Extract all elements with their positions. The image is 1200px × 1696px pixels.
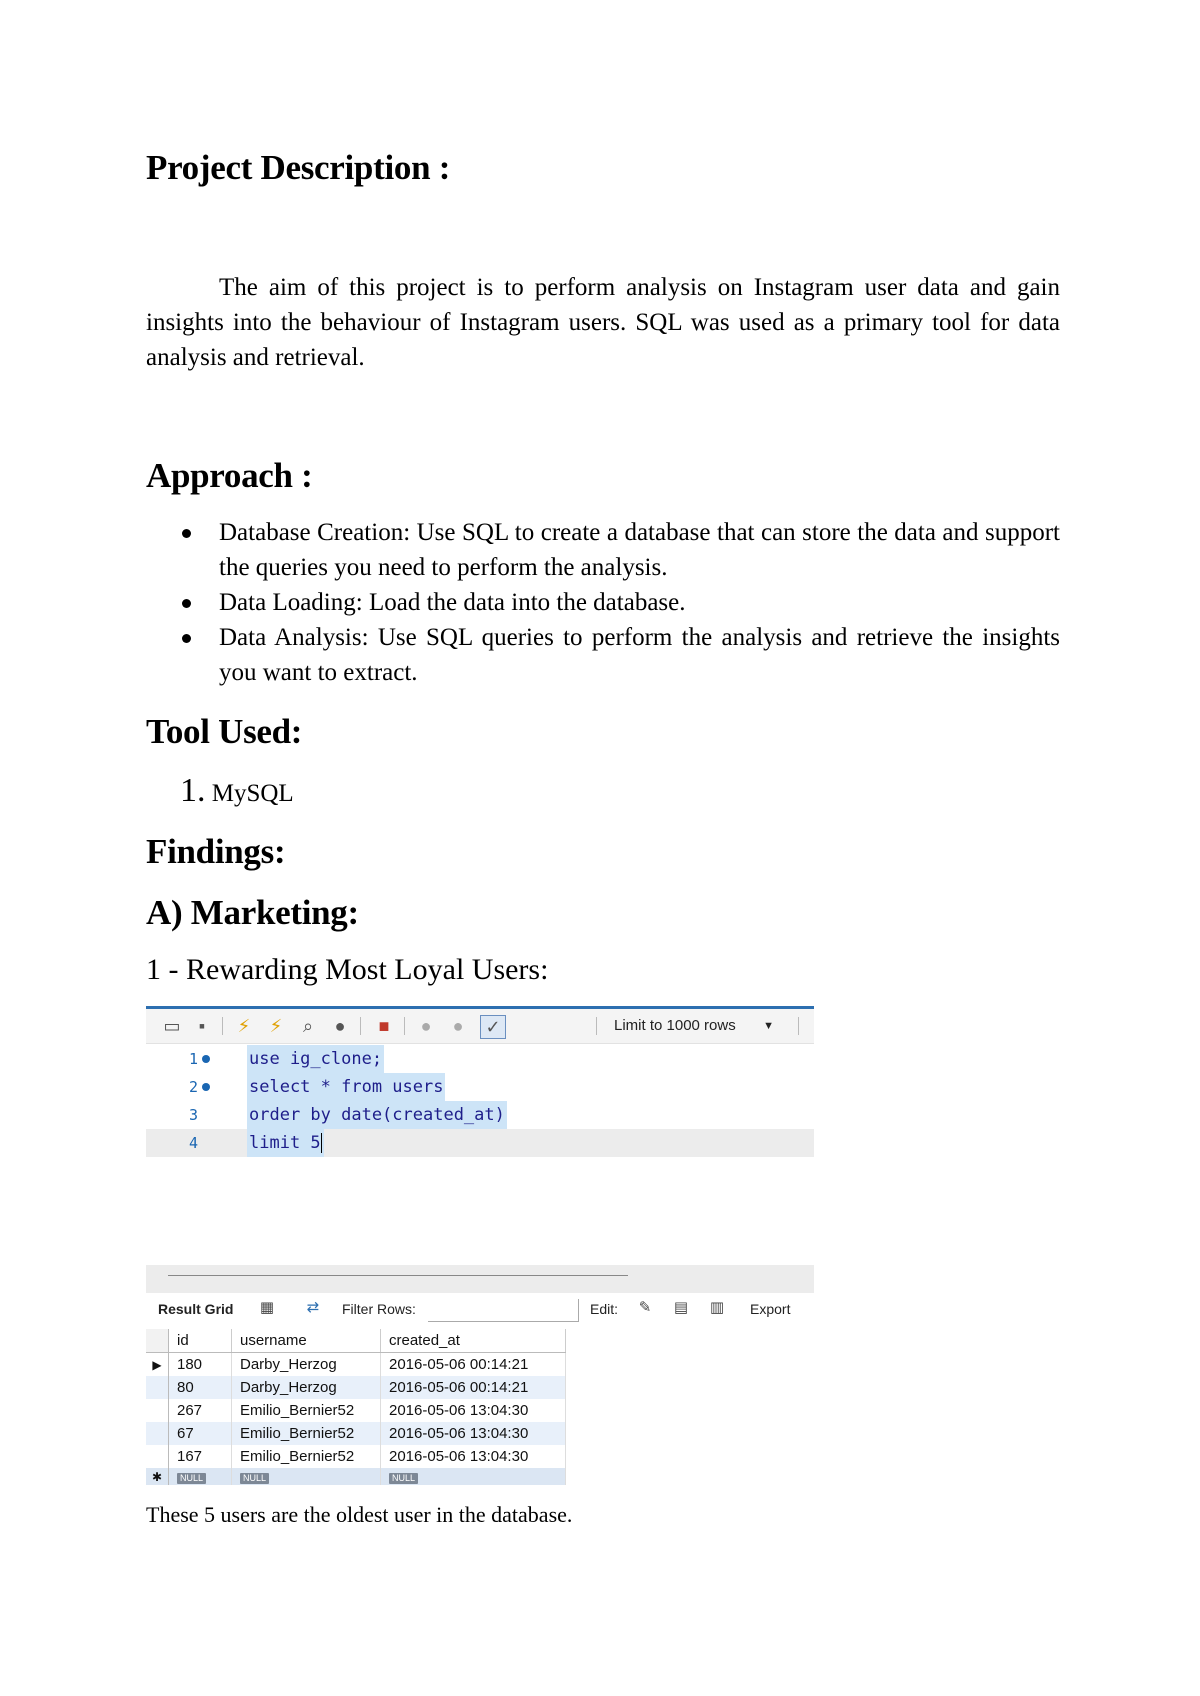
cell-created-at[interactable]: 2016-05-06 13:04:30 [381, 1422, 566, 1445]
bullet-icon [182, 634, 191, 643]
cell-username[interactable]: Darby_Herzog [232, 1353, 381, 1377]
list-item [146, 515, 1060, 585]
line-number: 4 [188, 1134, 198, 1152]
edit-label: Edit: [590, 1301, 619, 1317]
chevron-down-icon: ▼ [763, 1020, 774, 1032]
table-row[interactable] [146, 1445, 566, 1468]
column-header-id[interactable]: id [169, 1329, 232, 1353]
divider [168, 1275, 628, 1276]
code-text: limit 5 [249, 1133, 321, 1153]
cell-username[interactable] [232, 1468, 381, 1485]
cell-id[interactable]: 67 [169, 1422, 232, 1445]
heading-approach: Approach : [146, 456, 313, 495]
row-marker [146, 1445, 169, 1468]
list-number: 1. [180, 772, 206, 809]
row-marker [146, 1399, 169, 1422]
toolbar-separator [798, 1017, 799, 1035]
column-header-username[interactable]: username [232, 1329, 381, 1353]
result-grid-screenshot [146, 1265, 814, 1485]
filter-rows-label: Filter Rows: [342, 1301, 416, 1317]
code-text: use ig_clone; [247, 1045, 384, 1073]
cell-created-at[interactable]: 2016-05-06 13:04:30 [381, 1445, 566, 1468]
result-grid-tab[interactable]: Result Grid [158, 1301, 234, 1317]
list-item-text: Data Analysis: Use SQL queries to perform the analysis and retrieve the insights you want to extract. [219, 624, 1060, 686]
line-number: 3 [188, 1106, 198, 1124]
cell-created-at[interactable] [381, 1468, 566, 1485]
save-icon[interactable]: ▪ [198, 1015, 206, 1036]
error-toggle-icon[interactable]: ■ [378, 1015, 390, 1036]
form-view-icon[interactable]: ▦ [259, 1299, 275, 1316]
result-table [146, 1329, 566, 1485]
tool-name: MySQL [211, 780, 294, 807]
statement-marker-icon [202, 1055, 210, 1063]
refresh-icon[interactable]: ⇄ [306, 1299, 320, 1316]
list-item [146, 620, 1060, 690]
autocommit-icon[interactable]: ✓ [480, 1015, 506, 1039]
tool-list-item [180, 772, 294, 810]
toolbar-separator [404, 1017, 405, 1035]
null-badge: NULL [177, 1473, 206, 1484]
text-cursor [321, 1133, 322, 1153]
open-folder-icon[interactable]: ▭ [163, 1015, 181, 1036]
filter-rows-input[interactable] [428, 1299, 579, 1322]
cell-id[interactable]: 80 [169, 1376, 232, 1399]
line-number: 1 [188, 1050, 198, 1068]
line-number: 2 [188, 1078, 198, 1096]
null-badge: NULL [389, 1473, 418, 1484]
subheading-loyal-users: 1 - Rewarding Most Loyal Users: [146, 953, 549, 986]
cell-username[interactable]: Emilio_Bernier52 [232, 1399, 381, 1422]
cell-id[interactable]: 267 [169, 1399, 232, 1422]
rollback-icon[interactable]: ● [452, 1015, 464, 1036]
limit-rows-label: Limit to 1000 rows [614, 1017, 736, 1034]
statement-marker-icon [202, 1083, 210, 1091]
cell-created-at[interactable]: 2016-05-06 13:04:30 [381, 1399, 566, 1422]
row-marker [146, 1422, 169, 1445]
limit-rows-select[interactable] [606, 1014, 786, 1038]
export-button[interactable]: Export [750, 1301, 791, 1317]
heading-findings: Findings: [146, 832, 286, 871]
stop-icon[interactable]: ● [334, 1015, 346, 1036]
code-text: order by date(created_at) [247, 1101, 507, 1129]
table-row[interactable] [146, 1422, 566, 1445]
add-row-icon[interactable]: ▤ [673, 1299, 689, 1316]
cell-id[interactable]: 180 [169, 1353, 232, 1377]
null-badge: NULL [240, 1473, 269, 1484]
approach-list [146, 515, 1060, 690]
list-item-text: Database Creation: Use SQL to create a database that can store the data and support the queries you need to perform the analysis. [219, 519, 1060, 581]
table-row[interactable] [146, 1353, 566, 1377]
cell-created-at[interactable]: 2016-05-06 00:14:21 [381, 1376, 566, 1399]
current-row-icon: ▶ [146, 1353, 169, 1377]
code-line-current [146, 1129, 814, 1157]
splitter-bar[interactable] [146, 1265, 814, 1293]
table-row[interactable] [146, 1399, 566, 1422]
code-line [146, 1073, 814, 1101]
column-header-created-at[interactable]: created_at [381, 1329, 566, 1353]
cell-id[interactable] [169, 1468, 232, 1485]
result-caption: These 5 users are the oldest user in the database. [146, 1502, 573, 1527]
commit-icon[interactable]: ● [420, 1015, 432, 1036]
heading-marketing: A) Marketing: [146, 893, 359, 932]
row-marker [146, 1376, 169, 1399]
toolbar-separator [222, 1017, 223, 1035]
code-line [146, 1045, 814, 1073]
cell-username[interactable]: Darby_Herzog [232, 1376, 381, 1399]
description-paragraph: The aim of this project is to perform analysis on Instagram user data and gain insights into the behaviour of Instagram users. SQL was used as a primary tool for data analysis and retrieval. [146, 274, 1060, 371]
bullet-icon [182, 599, 191, 608]
cell-username[interactable]: Emilio_Bernier52 [232, 1422, 381, 1445]
heading-tool-used: Tool Used: [146, 712, 303, 751]
code-line [146, 1101, 814, 1129]
execute-icon[interactable]: ⚡ [237, 1015, 251, 1036]
list-item [146, 585, 1060, 620]
editor-toolbar [146, 1009, 814, 1044]
edit-row-icon[interactable]: ✎ [638, 1299, 652, 1316]
toolbar-separator [360, 1017, 361, 1035]
table-row[interactable] [146, 1376, 566, 1399]
sql-editor-screenshot [146, 1006, 814, 1161]
heading-project-description: Project Description : [146, 148, 451, 187]
code-text-with-cursor [247, 1129, 324, 1157]
new-row-icon: ✱ [146, 1468, 169, 1485]
code-text: select * from users [247, 1073, 445, 1101]
result-toolbar [146, 1293, 814, 1327]
code-area[interactable] [146, 1043, 814, 1161]
list-item-text: Data Loading: Load the data into the database. [219, 589, 686, 616]
delete-row-icon[interactable]: ▥ [709, 1299, 725, 1316]
new-row[interactable] [146, 1468, 566, 1485]
cell-username[interactable]: Emilio_Bernier52 [232, 1445, 381, 1468]
execute-current-icon[interactable]: ⚡ [269, 1015, 283, 1036]
toolbar-separator [596, 1017, 597, 1035]
cell-id[interactable]: 167 [169, 1445, 232, 1468]
table-header-row [146, 1329, 566, 1353]
row-marker-header [146, 1329, 169, 1353]
cell-created-at[interactable]: 2016-05-06 00:14:21 [381, 1353, 566, 1377]
explain-icon[interactable]: ⌕ [302, 1015, 314, 1036]
bullet-icon [182, 529, 191, 538]
